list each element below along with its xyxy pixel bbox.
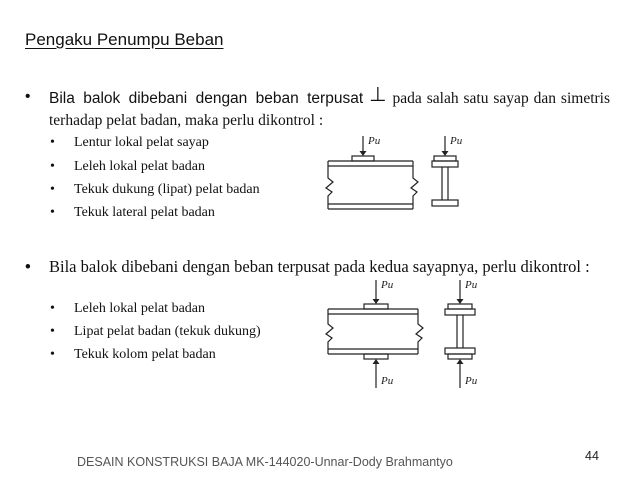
- slide-title: Pengaku Penumpu Beban: [25, 30, 224, 49]
- bullet-1-text-a: Bila balok dibebani dengan beban terpusat: [49, 90, 364, 107]
- footer-text: DESAIN KONSTRUKSI BAJA MK-144020-Unnar-Dody Brahmantyo: [77, 455, 453, 469]
- load-label: Pu: [381, 279, 394, 291]
- sub-item-1-2: • Leleh lokal pelat badan: [50, 159, 205, 174]
- bullet-1: [25, 86, 610, 132]
- beam-double-flange-load-figure: [318, 276, 488, 400]
- point-load-symbol: ⊥: [369, 84, 387, 106]
- load-label: Pu: [465, 375, 478, 387]
- sub-item-1-4: • Tekuk lateral pelat badan: [50, 205, 215, 220]
- page-number: 44: [585, 449, 599, 463]
- sub-item-2-2: • Lipat pelat badan (tekuk dukung): [50, 324, 261, 339]
- beam-single-flange-load-figure: [318, 132, 488, 220]
- load-label: Pu: [465, 279, 478, 291]
- bullet-dot: •: [25, 258, 31, 276]
- sub-item-2-1: • Leleh lokal pelat badan: [50, 301, 205, 316]
- bullet-1-text-b: pada salah satu sayap dan simetris terhadap pelat badan, maka perlu dikontrol :: [49, 90, 610, 129]
- sub-item-1-1: • Lentur lokal pelat sayap: [50, 135, 209, 150]
- sub-item-1-3: • Tekuk dukung (lipat) pelat badan: [50, 182, 260, 197]
- sub-item-2-3: • Tekuk kolom pelat badan: [50, 347, 216, 362]
- load-label: Pu: [368, 135, 381, 147]
- load-label: Pu: [381, 375, 394, 387]
- bullet-2-text: Bila balok dibebani dengan beban terpusat pada kedua sayapnya, perlu dikontrol :: [49, 257, 590, 276]
- bullet-dot: •: [25, 88, 31, 105]
- bullet-2: [25, 256, 610, 278]
- load-label: Pu: [450, 135, 463, 147]
